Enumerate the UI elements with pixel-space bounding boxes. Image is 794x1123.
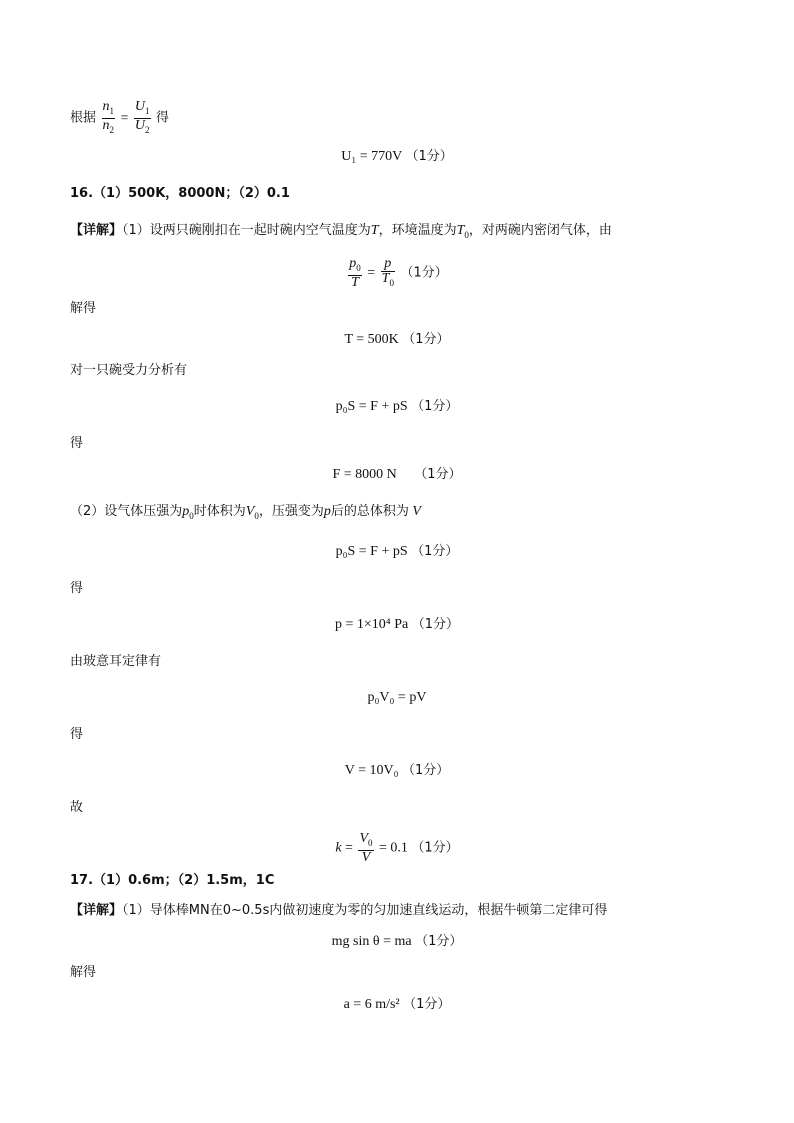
detail-tag: 【详解】 [70, 903, 123, 918]
eq-p: p = 1×10⁴ Pa [335, 617, 409, 632]
detail-tag: 【详解】 [70, 223, 123, 238]
text-force-analysis: 对一只碗受力分析有 [70, 363, 188, 378]
q17-heading: 17.（1）0.6m；（2）1.5m，1C [70, 873, 275, 888]
eq-a: a = 6 m/s² [343, 997, 400, 1012]
eq-force: p₀S = F + pS [335, 544, 408, 559]
equation-a [0, 996, 794, 1014]
eq-V: V = 10V₀ [344, 763, 399, 778]
equation-charles: $\frac{p_0}{T}$ = $\frac{p}{T_0}$ （1分） [349, 256, 448, 290]
score-label: （1分） [411, 840, 459, 856]
equation-p [0, 616, 794, 634]
eq-F: F = 8000 N [332, 467, 397, 482]
score-label: （1分） [411, 544, 459, 559]
q17-detail-line [70, 902, 607, 920]
fraction-V0-V: $\frac{V_0}{V}$ [359, 831, 373, 865]
part2-text-d: 后的总体积为 [330, 504, 409, 519]
part2-text-a: （2）设气体压强为 [70, 504, 183, 519]
text-prefix: 根据 [70, 110, 97, 126]
eq-k-value: = 0.1 [379, 840, 408, 856]
ratio-line [70, 100, 169, 137]
turns-ratio-formula: $\frac{n_1}{n_2}$ = $\frac{U_1}{U_2}$ [102, 99, 150, 135]
equation-T [0, 331, 794, 349]
score-label: （1分） [400, 265, 448, 281]
score-label: （1分） [414, 467, 462, 482]
q16-detail-line: 【详解】（1）设两只碗刚扣在一起时碗内空气温度为T，环境温度为$T_0$，对两碗内密闭气体，由 [70, 223, 612, 240]
text-boyle: 由玻意耳定律有 [70, 654, 162, 669]
detail-text-a: （1）设两只碗刚扣在一起时碗内空气温度为 [122, 223, 371, 238]
fraction-p0-T: $\frac{p_0}{T}$ [349, 256, 361, 290]
equation-force-2 [0, 543, 794, 561]
score-label: （1分） [411, 617, 459, 632]
equation-newton [0, 933, 794, 951]
text-de: 得 [70, 436, 84, 451]
part2-text-c: ，压强变为 [258, 504, 324, 519]
text-de: 得 [70, 581, 84, 596]
text-gu: 故 [70, 800, 84, 815]
text-jie-de: 解得 [70, 965, 97, 980]
part2-text-b: 时体积为 [193, 504, 246, 519]
score-label: （1分） [401, 763, 450, 778]
eq-newton: mg sin θ = ma [331, 934, 412, 949]
equation-F [0, 466, 794, 484]
fraction-p-T0: $\frac{p}{T_0}$ [381, 256, 394, 288]
eq-T: T = 500K [344, 332, 399, 347]
equation-force-1 [0, 398, 794, 416]
equation-V [0, 762, 794, 780]
q16-part2-line: （2）设气体压强为$p_0$时体积为$V_0$，压强变为p后的总体积为 V [70, 504, 421, 521]
eq-force: p₀S = F + pS [335, 399, 408, 414]
detail-text-c: ，对两碗内密闭气体，由 [468, 223, 612, 238]
q17-detail-text: （1）导体棒MN在0~0.5s内做初速度为零的匀加速直线运动，根据牛顿第二定律可得 [122, 903, 608, 918]
score-label: （1分） [403, 997, 451, 1012]
equation-k: k = $\frac{V_0}{V}$ = 0.1 （1分） [335, 831, 459, 865]
score-label: （1分） [415, 934, 463, 949]
text-suffix: 得 [156, 110, 170, 126]
text-jie-de: 解得 [70, 301, 97, 316]
detail-text-b: ，环境温度为 [378, 223, 457, 238]
fraction-u: $\frac{U_1}{U_2}$ [134, 99, 150, 135]
score-label: （1分） [411, 399, 459, 414]
score-label: （1分） [402, 332, 450, 347]
fraction-n: $\frac{n_1}{n_2}$ [102, 99, 115, 135]
text-de: 得 [70, 727, 84, 742]
eq-u1: U₁ = 770V [341, 149, 402, 164]
equation-u1 [0, 148, 794, 166]
q16-heading: 16.（1）500K，8000N；（2）0.1 [70, 186, 290, 201]
score-label: （1分） [405, 149, 453, 164]
equation-boyle: p₀V₀ = pV [367, 690, 427, 705]
